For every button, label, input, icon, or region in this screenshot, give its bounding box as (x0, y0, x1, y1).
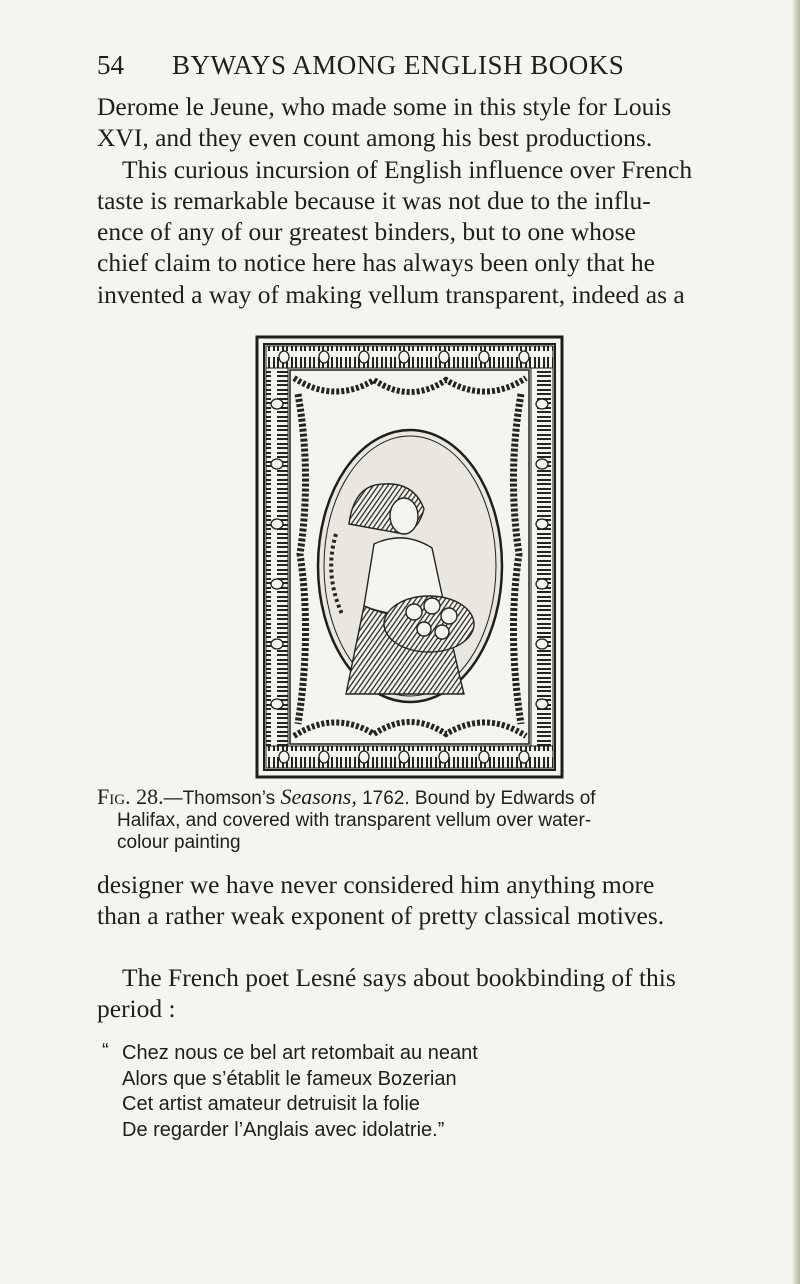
paragraph-line: than a rather weak exponent of pretty classical motives. (97, 901, 665, 931)
caption-book-title: Seasons, (280, 784, 357, 809)
verse-line: Chez nous ce bel art retombait au neant (122, 1042, 478, 1064)
open-quote: “ (102, 1040, 109, 1062)
figure-caption (97, 786, 713, 854)
paragraph-line: taste is remarkable because it was not due to the influ- (97, 185, 651, 215)
paragraph-line: XVI, and they even count among his best productions. (97, 123, 653, 153)
running-title: BYWAYS AMONG ENGLISH BOOKS (172, 50, 625, 80)
caption-line (97, 786, 713, 810)
figure-label: Fig. 28. (97, 784, 164, 809)
verse-quotation (102, 1040, 478, 1143)
verse-line: Alors que s’établit le fameux Bozerian (122, 1067, 457, 1090)
caption-dash: —Thomson’s (163, 788, 281, 809)
caption-line: Halifax, and covered with transparent vellum over water- (117, 810, 592, 831)
paragraph-line: designer we have never considered him anything more (97, 870, 655, 899)
caption-line: colour painting (117, 832, 241, 853)
paragraph-line: invented a way of making vellum transparent, indeed as a (97, 279, 685, 309)
paragraph-line: ence of any of our greatest binders, but to one whose (97, 217, 636, 247)
paragraph-line: chief claim to notice here has always been only that he (97, 248, 655, 278)
paragraph-line: The French poet Lesné says about bookbinding of this (122, 963, 676, 992)
paragraph-line: Derome le Jeune, who made some in this style for Louis (97, 92, 672, 121)
verse-line: Cet artist amateur detruisit la folie (122, 1093, 420, 1115)
page-number: 54 (97, 50, 124, 80)
verse-line: De regarder l’Anglais avec idolatrie.” (122, 1118, 445, 1141)
paragraph-1 (97, 91, 709, 310)
paragraph-4 (97, 962, 709, 1025)
page-header (97, 50, 709, 86)
paragraph-line: This curious incursion of English influence over French (122, 154, 693, 184)
binding-illustration (254, 334, 566, 784)
page-edge (793, 0, 800, 1284)
caption-text: 1762. Bound by Edwards of (356, 788, 596, 809)
paragraph-line: period : (97, 994, 176, 1024)
paragraph-3 (97, 869, 709, 932)
